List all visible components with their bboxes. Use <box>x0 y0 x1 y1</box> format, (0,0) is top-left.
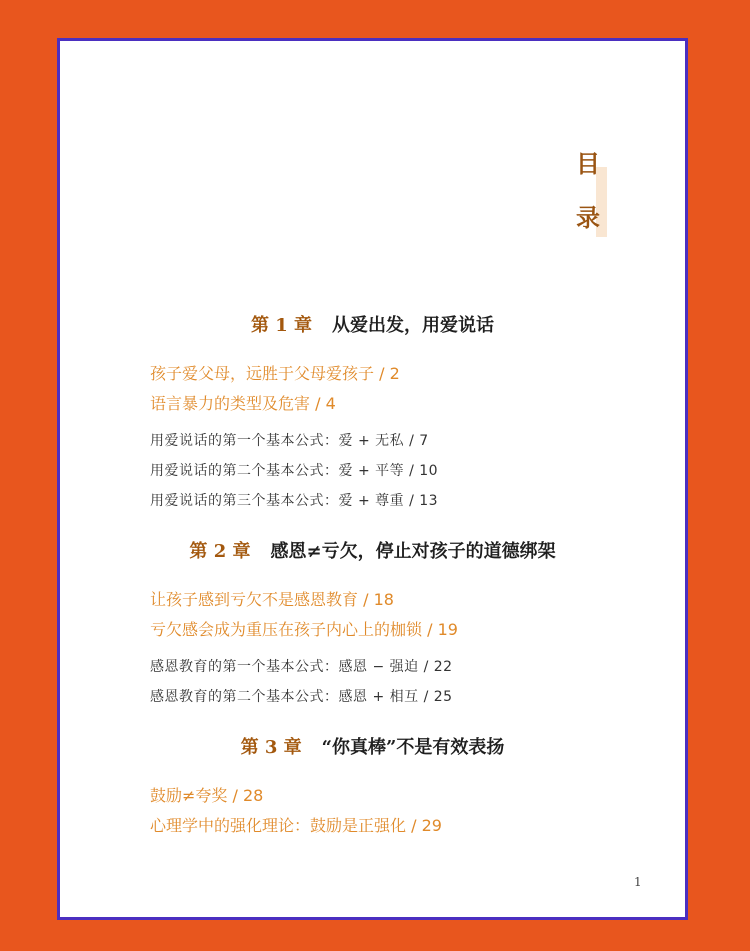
subsection-1-3[interactable]: 用爱说话的第三个基本公式：爱 + 尊重 / 13 <box>150 493 439 509</box>
chapter-1-heading[interactable] <box>60 311 685 337</box>
section-3-1[interactable]: 鼓励≠夸奖 / 28 <box>150 786 264 805</box>
chapter-number: 第 2 章 <box>189 541 251 562</box>
chapter-2-heading[interactable] <box>60 537 685 563</box>
subsection-2-1[interactable]: 感恩教育的第一个基本公式：感恩 − 强迫 / 22 <box>150 659 453 675</box>
chapter-title: 感恩≠亏欠，停止对孩子的道德绑架 <box>270 541 556 562</box>
subsection-1-1[interactable]: 用爱说话的第一个基本公式：爱 + 无私 / 7 <box>150 433 429 449</box>
subsection-1-2[interactable]: 用爱说话的第二个基本公式：爱 + 平等 / 10 <box>150 463 439 479</box>
section-1-1[interactable]: 孩子爱父母，远胜于父母爱孩子 / 2 <box>150 364 400 383</box>
section-2-2[interactable]: 亏欠感会成为重压在孩子内心上的枷锁 / 19 <box>150 620 458 639</box>
chapter-number: 第 1 章 <box>250 315 313 336</box>
book-page <box>57 38 688 920</box>
toc-title-char-1: 目 <box>576 150 600 178</box>
toc-title <box>576 149 602 257</box>
subsection-2-2[interactable]: 感恩教育的第二个基本公式：感恩 + 相互 / 25 <box>150 689 453 705</box>
section-1-2[interactable]: 语言暴力的类型及危害 / 4 <box>150 394 336 413</box>
toc-title-char-2: 录 <box>576 204 600 232</box>
chapter-title: 从爱出发，用爱说话 <box>332 315 495 336</box>
chapter-number: 第 3 章 <box>240 737 302 758</box>
chapter-title: “你真棒”不是有效表扬 <box>321 737 505 758</box>
section-2-1[interactable]: 让孩子感到亏欠不是感恩教育 / 18 <box>150 590 394 609</box>
chapter-3-heading[interactable] <box>60 733 685 759</box>
section-3-2[interactable]: 心理学中的强化理论：鼓励是正强化 / 29 <box>150 816 442 835</box>
page-number: 1 <box>634 875 642 889</box>
